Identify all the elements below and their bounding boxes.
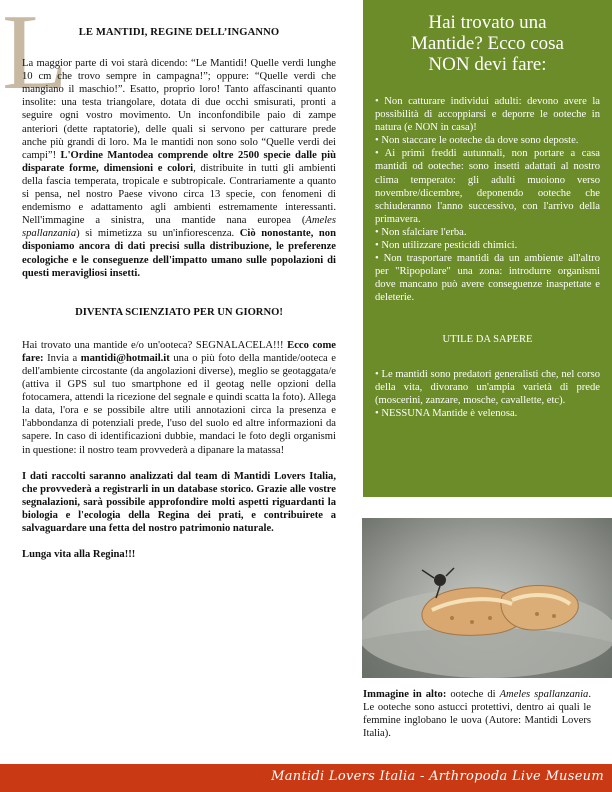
data-usage-paragraph: I dati raccolti saranno analizzati dal team di Mantidi Lovers Italia, che provvederà a registrarli in un database storico. Grazie alle vostre segnalazioni, sarà possibile approfondire molti aspetti riguardanti la biologia e l'ecologia della Regina dei prati, e contribuirete a salvaguardare una fetta del nostro patrimonio naturale. (22, 470, 336, 534)
list-item: • Non staccare le ooteche da dove sono deposte. (375, 135, 579, 147)
list-item: • Non sfalciare l'erba. (375, 226, 467, 238)
main-article (22, 26, 336, 561)
useful-facts-list (375, 368, 600, 420)
list-item: • Non trasportare mantidi da un ambiente all'altro per "Ripopolare" una zona: introdurre organismi dove mancano può avere conseguenze inaspettate e deleterie. (375, 253, 600, 304)
citizen-science-heading: DIVENTA SCIENZIATO PER UN GIORNO! (75, 306, 283, 318)
decorative-drop-cap: L (2, 0, 68, 112)
footer-bar (0, 764, 612, 792)
closing-line: Lunga vita alla Regina!!! (22, 549, 136, 561)
list-item: • Non utilizzare pesticidi chimici. (375, 240, 518, 252)
contact-email: mantidi@hotmail.it (80, 352, 170, 364)
how-to-report-paragraph: Hai trovato una mantide e/o un'ooteca? SEGNALACELA!!! Ecco come fare: Invia a mantidi@hotmail.it una o più foto della mantide/ooteca e dell'ambiente circostante (da angolazioni diverse), meglio se geotaggata/e (attiva il GPS sul tuo smartphone ed il geotag nelle opzioni della fotocamera, attendi la ricezione del segnale e quindi scatta la foto). Allega la data, l'ora e se possibile altre utili annotazioni circa la presenza e l'abbondanza di potenziali prede, l'uso del suolo ed altre informazioni da sapere. In caso di identificazioni dubbie, mandaci le foto degli organismi in questione: il nostro team provvederà a dipanare la matassa! (22, 339, 336, 456)
ootheca-photo (362, 518, 612, 678)
photo-caption: Immagine in alto: ooteche di Ameles spallanzania. Le ooteche sono astucci protettivi, dentro ai quali le femmine inglobano le uova (Autore: Mantidi Lovers Italia). (363, 689, 591, 740)
panel-title: Hai trovato una Mantide? Ecco cosa NON devi fare: (411, 12, 564, 75)
footer-credit: Mantidi Lovers Italia - Arthropoda Live Museum (271, 769, 604, 784)
useful-facts-heading: UTILE DA SAPERE (442, 333, 533, 345)
dont-do-panel (363, 0, 612, 497)
ootheca-illustration (362, 518, 612, 678)
list-item: • Le mantidi sono predatori generalisti che, nel corso della vita, divorano un'ampia varietà di prede (moscerini, zanzare, mosche, cavallette, etc). (375, 368, 600, 406)
list-item: • Non catturare individui adulti: devono avere la possibilità di accoppiarsi e deporre le ooteche in natura (e NON in casa)! (375, 96, 600, 134)
intro-paragraph: La maggior parte di voi starà dicendo: “Le Mantidi! Quelle verdi lunghe 10 cm che trovo sempre in campagna!”; oppure: “Quelle verdi che mangiano il maschio!”. Esatto, proprio loro! Tanto affascinanti quanto insolite: una testa triangolare, dotata di due occhi smisurati, pronti a seguire ogni vostro movimento. Un inconfondibile paio di zampe anteriori (dette raptatorie), delle quali si servono per catturare prede anche più grandi di loro. Ma le mantidi non sono solo “Quelle verdi dei campi”! L'Ordine Mantodea comprende oltre 2500 specie dalle più disparate forme, dimensioni e colori, distribuite in tutti gli ambienti della fascia temperata, tropicale e subtropicale. Contrariamente a quanto si pensa, nel nostro Paese vivono circa 13 specie, con fenomeni di endemismo e adattamento agli ambienti estremamente interessanti. Nell'immagine a sinistra, una mantide nana europea (Ameles spallanzania) si mimetizza su un'infiorescenza. Ciò nonostante, non disponiamo ancora di dati precisi sulla distribuzione, le preferenze ecologiche e le conseguenze dell'impatto umano sulle popolazioni di questi meravigliosi insetti. (22, 58, 336, 279)
article-title: LE MANTIDI, REGINE DELL’INGANNO (78, 27, 280, 38)
list-item: • NESSUNA Mantide è velenosa. (375, 407, 518, 419)
list-item: • Ai primi freddi autunnali, non portare a casa mantidi od ooteche: sono insetti adattati al nostro clima temperato: gli adulti muoiono verso novembre/dicembre, deponendo ooteche che schiuderanno l'anno successivo, con l'arrivo della primavera. (375, 148, 600, 225)
dont-do-list (375, 95, 600, 305)
